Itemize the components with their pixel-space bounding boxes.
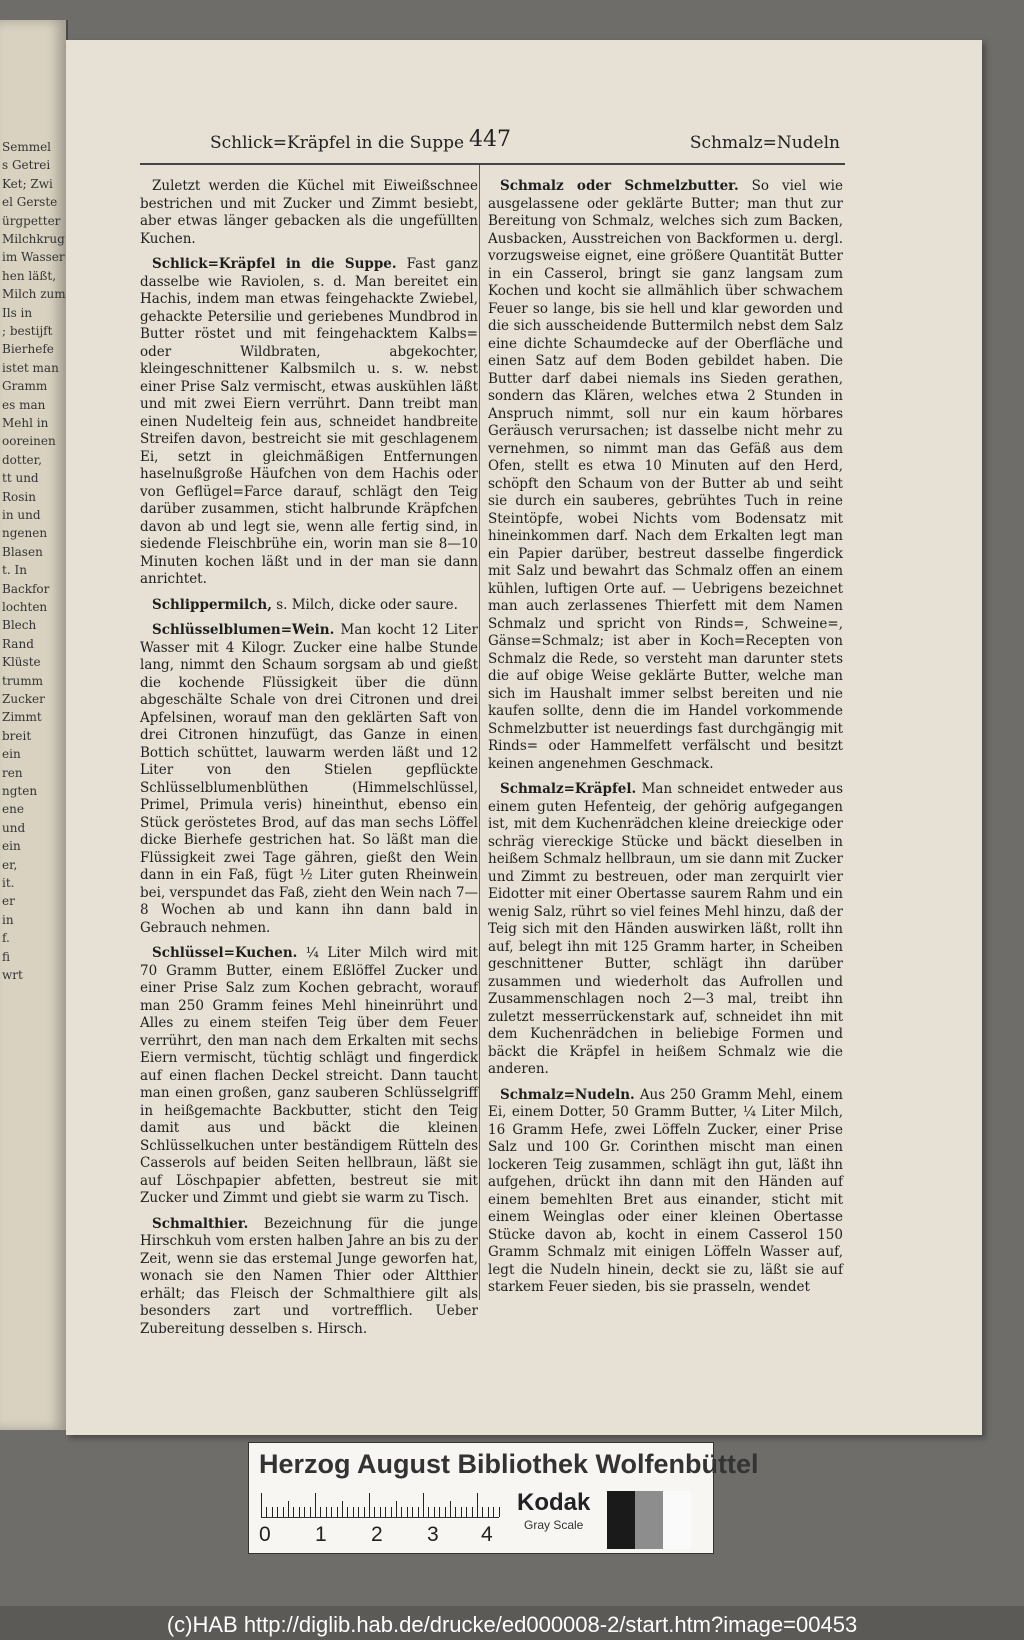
- ruler-tick: [423, 1493, 424, 1517]
- left-page-text-fragment: Zucker: [2, 692, 45, 706]
- entry-headword: Schlüsselblumen=Wein.: [152, 622, 335, 638]
- left-page-text-fragment: er,: [2, 857, 18, 872]
- library-name: Herzog August Bibliothek Wolfenbüttel: [259, 1449, 759, 1479]
- column-divider: [479, 165, 480, 1300]
- entry-headword: Schmalz oder Schmelzbutter.: [500, 178, 739, 194]
- page-number: 447: [469, 127, 511, 152]
- ruler-tick: [342, 1501, 343, 1517]
- entry-text: ¼ Liter Milch wird mit 70 Gramm Butter, einem Eßlöffel Zucker und einer Prise Salz zum Kochen gebracht, worauf man 250 Gramm feines Mehl hineinrührt und Alles zu einem steifen Teig über dem Feuer verrührt, den man nach dem Erkalten mit sechs Eiern vermischt, tüchtig schlägt und fingerdick auf einen flachen Deckel streicht. Dann taucht man einen großen, ganz sauberen Schlüsselgriff in heißgemachte Backbutter, sticht den Teig damit aus und bäckt die kleinen Schlüsselkuchen unter beständigem Rütteln des Casserols auf beiden Seiten hellbraun, läßt sie auf Löschpapier abfetten, bestreut sie mit Zucker und Zimmt und giebt sie warm zu Tisch.: [140, 945, 478, 1206]
- left-page-text-fragment: ein: [2, 839, 21, 854]
- ruler-number: 4: [481, 1523, 493, 1546]
- left-page-text-fragment: ein: [2, 747, 21, 762]
- page-header: [140, 125, 840, 159]
- ruler-tick: [358, 1507, 359, 1517]
- dictionary-entry: [140, 256, 478, 589]
- ruler-tick: [396, 1501, 397, 1517]
- ruler-tick: [407, 1507, 408, 1517]
- left-page-text-fragment: ürgpetter: [2, 213, 61, 228]
- left-column: [140, 178, 478, 1346]
- ruler-tick: [450, 1501, 451, 1517]
- ruler-tick: [385, 1507, 386, 1517]
- ruler-tick: [412, 1507, 413, 1517]
- ruler-tick: [326, 1507, 327, 1517]
- left-page-text-fragment: breit: [2, 728, 32, 743]
- left-page-text-fragment: Ket; Zwi: [2, 176, 53, 191]
- left-page-text-fragment: hen läßt,: [2, 268, 57, 283]
- left-page-text-fragment: in: [2, 912, 14, 927]
- left-page-text-fragment: er: [2, 894, 15, 909]
- footer-bar: [0, 1606, 1024, 1640]
- entry-text: Bezeichnung für die junge Hirschkuh vom ersten halben Jahre an bis zu der Zeit, wenn sie das erstemal Junge geworfen hat, wonach sie den Namen Thier oder Altthier erhält; das Fleisch der Schmalthiere gilt als besonders zart und vortrefflich. Ueber Zubereitung desselben s. Hirsch.: [140, 1215, 479, 1337]
- entry-headword: Schlippermilch,: [152, 596, 272, 613]
- left-page-text-fragment: und: [2, 820, 26, 835]
- entry-headword: Schlick=Kräpfel in die Suppe.: [152, 256, 397, 272]
- ruler-tick: [369, 1493, 370, 1517]
- ruler-number: 0: [259, 1523, 271, 1546]
- ruler-tick: [380, 1507, 381, 1517]
- ruler-tick: [461, 1507, 462, 1517]
- dictionary-entry: [140, 597, 478, 615]
- ruler-number: 1: [315, 1523, 327, 1546]
- dictionary-entry: [488, 781, 843, 1079]
- header-right-keyword: Schmalz=Nudeln: [689, 133, 840, 153]
- left-page-text-fragment: fi: [2, 949, 11, 964]
- ruler-tick: [418, 1507, 419, 1517]
- ruler-tick: [499, 1507, 500, 1517]
- left-page-text-fragment: ooreinen: [2, 434, 56, 449]
- left-page-text-fragment: Milch zum: [2, 287, 66, 302]
- left-page-text-fragment: Semmel: [2, 140, 52, 154]
- ruler-tick: [455, 1507, 456, 1517]
- ruler-tick: [466, 1507, 467, 1517]
- ruler-tick: [293, 1507, 294, 1517]
- left-page-text-fragment: it.: [2, 876, 15, 890]
- ruler-tick: [472, 1507, 473, 1517]
- ruler-tick: [434, 1507, 435, 1517]
- ruler-tick: [261, 1493, 262, 1517]
- left-page-text-fragment: ngten: [2, 784, 38, 798]
- ruler-tick: [272, 1507, 273, 1517]
- ruler-tick: [331, 1507, 332, 1517]
- left-page-text-fragment: istet man: [2, 360, 59, 375]
- left-page-text-fragment: im Wasser: [2, 250, 65, 265]
- left-page-text-fragment: Mehl in: [2, 416, 49, 430]
- ruler-tick: [288, 1501, 289, 1517]
- left-page-text-fragment: Milchkrug: [2, 232, 65, 246]
- left-page-text-fragment: el Gerste: [2, 195, 58, 210]
- entry-headword: Schmalz=Kräpfel.: [500, 781, 637, 797]
- left-page-text-fragment: s Getrei: [2, 158, 51, 173]
- ruler-tick: [266, 1507, 267, 1517]
- left-page-text-fragment: trumm: [2, 673, 44, 688]
- entry-headword: Schmalz=Nudeln.: [500, 1086, 635, 1103]
- scale-ruler: [261, 1491, 499, 1518]
- ruler-tick: [488, 1507, 489, 1517]
- gray-swatch: [635, 1491, 663, 1549]
- left-page-text-fragment: ren: [2, 765, 23, 780]
- entry-text: s. Milch, dicke oder saure.: [276, 596, 458, 613]
- left-page-text-fragment: Gramm: [2, 379, 48, 394]
- ruler-tick: [391, 1507, 392, 1517]
- entry-text: Zuletzt werden die Küchel mit Eiweißschnee bestrichen und mit Zucker und Zimmt besiebt, aber etwas länger gebacken als die ungefüllten Kuchen.: [140, 178, 478, 247]
- left-page-text-fragment: ene: [2, 802, 24, 817]
- left-page-text-fragment: Bierhefe: [2, 342, 54, 357]
- left-page-text-fragment: es man: [2, 397, 46, 412]
- ruler-tick: [315, 1493, 316, 1517]
- ruler-tick: [445, 1507, 446, 1517]
- header-rule: [140, 163, 845, 165]
- left-page-text-fragment: f.: [2, 931, 10, 946]
- entry-text: Man kocht 12 Liter Wasser mit 4 Kilogr. Zucker eine halbe Stunde lang, nimmt den Schaum sorgsam ab und gießt die kochende Flüssigkeit über die dünn abgeschälte Schale von drei Citronen und drei Apfelsinen, worauf man den geklärten Saft von drei Citronen hinzufügt, das Ganze in einen Bottich schüttet, lauwarm werden läßt und 12 Liter von den Stielen gepflückte Schlüsselblumenblüthen (Himmelschlüssel, Primel, Primula veris) hineinthut, ebenso ein Stück geröstetes Brod, auf das man sechs Löffel dicke Bierhefe gestrichen hat. So läßt man die Flüssigkeit zwei Tage gähren, gießt den Wein dann in ein Faß, fügt ½ Liter guten Rheinwein bei, verspundet das Faß, zieht den Wein nach 7—8 Wochen ab und kann ihn dann bald in Gebrauch nehmen.: [140, 622, 478, 936]
- left-page-text-fragment: lochten: [2, 600, 48, 614]
- left-page-text-fragment: Blasen: [2, 544, 43, 559]
- ruler-tick: [337, 1507, 338, 1517]
- ruler-tick: [320, 1507, 321, 1517]
- black-swatch: [607, 1491, 635, 1549]
- ruler-tick: [477, 1493, 478, 1517]
- left-page-text-fragment: Ils in: [2, 305, 33, 320]
- footer-credit: (c)HAB http://diglib.hab.de/drucke/ed000008-2/start.htm?image=00453: [166, 1612, 858, 1637]
- left-page-text-fragment: Klüste: [2, 655, 41, 670]
- left-page-text-fragment: dotter,: [2, 452, 42, 467]
- ruler-tick: [283, 1507, 284, 1517]
- left-page-text-fragment: tt und: [2, 471, 39, 486]
- dictionary-entry: [488, 1087, 843, 1297]
- entry-text: Aus 250 Gramm Mehl, einem Ei, einem Dotter, 50 Gramm Butter, ¼ Liter Milch, 16 Gramm Hefe, zwei Löffeln Zucker, einer Prise Salz und 100 Gr. Corinthen mischt man einen lockeren Teig zusammen, schlägt ihn gut, läßt ihn aufgehen, drückt ihn dann mit den Händen auf einem bemehlten Bret aus einander, sticht mit einem Weinglas oder einer kleinen Obertasse Stücke davon ab, kocht in einem Casserol 150 Gramm Schmalz mit einigen Löffeln Wasser auf, legt die Nudeln hinein, deckt sie zu, läßt sie auf starkem Feuer sieden, bis sie prasseln, wendet: [488, 1086, 843, 1295]
- ruler-tick: [353, 1507, 354, 1517]
- ruler-tick: [493, 1507, 494, 1517]
- left-page-text-fragment: t. In: [2, 563, 27, 578]
- header-left-keyword: Schlick=Kräpfel in die Suppe: [210, 133, 465, 153]
- ruler-number: 3: [427, 1523, 439, 1546]
- left-page-edge: [0, 20, 68, 1430]
- ruler-tick: [364, 1507, 365, 1517]
- entry-text: Fast ganz dasselbe wie Raviolen, s. d. Man bereitet ein Hachis, indem man etwas feingehackte Zwiebel, gehackte Petersilie und geriebenes Mundbrod in Butter röstet und mit feingehacktem Kalbs= oder Wildbraten, abgekochter, kleingeschnittener Kalbsmilch u. s. w. nebst einer Prise Salz vermischt, etwas auskühlen läßt und mit zwei Eiern verrührt. Dann treibt man einen Nudelteig fein aus, schneidet handbreite Streifen davon, bestreicht sie mit geschlagenem Ei, setzt in gleichmäßigen Entfernungen haselnußgroße Häufchen von dem Hachis oder von Geflügel=Farce darauf, schlägt den Teig darüber zusammen, sticht halbrunde Kräpfchen davon ab und legt sie, wenn alle fertig sind, in siedende Fleischbrühe ein, worin man sie 8—10 Minuten kochen läßt und in der man sie dann anrichtet.: [140, 256, 478, 587]
- dictionary-entry: [140, 622, 478, 937]
- left-page-text-fragment: in und: [2, 508, 41, 522]
- ruler-tick: [299, 1507, 300, 1517]
- ruler-tick: [374, 1507, 375, 1517]
- ruler-tick: [482, 1507, 483, 1517]
- right-column: [488, 178, 843, 1305]
- left-page-text-fragment: Rosin: [2, 489, 36, 504]
- left-page-text-fragment: Rand: [2, 636, 34, 651]
- left-page-text-fragment: Backfor: [2, 581, 50, 596]
- dictionary-entry: [140, 1216, 478, 1339]
- entry-headword: Schmalthier.: [152, 1215, 249, 1232]
- left-page-text-fragment: ; bestijft: [2, 324, 53, 338]
- left-page-text-fragment: Blech: [2, 618, 37, 633]
- ruler-tick: [277, 1507, 278, 1517]
- ruler-tick: [428, 1507, 429, 1517]
- white-swatch: [663, 1491, 691, 1549]
- dictionary-entry: [140, 945, 478, 1208]
- entry-text: So viel wie ausgelassene oder geklärte Butter; man thut zur Bereitung von Schmalz, welches sich zum Backen, Ausbacken, Ausstreichen von Backformen u. dergl. vorzugsweise eignet, eine größere Quantität Butter in ein Casserol, bringt sie ganz langsam zum Kochen und kocht sie allmählich über schwachem Feuer so lange, bis sie hell und klar geworden und die sich ausscheidende Buttermilch nebst dem Salz eine dichte Schaumdecke auf der Oberfläche und einen Satz auf dem Boden gebildet haben. Die Butter darf dabei niemals ins Sieden gerathen, sondern das Klären, welches etwa 2 Stunden in Anspruch nimmt, soll nur ein kaum hörbares Geräusch verursachen; ist dasselbe nicht mehr zu vernehmen, so nimmt man das Gefäß aus dem Ofen, stellt es etwa 10 Minuten auf den Herd, schöpft den Schaum von der Butter ab und seiht sie durch ein sauberes, gebrühtes Tuch in reine Steintöpfe, wobei Nichts vom Bodensatz mit hineinkommen darf. Nach dem Erkalten legt man ein Papier darüber, bestreut dasselbe fingerdick mit Salz und bewahrt das Schmalz offen an einem kühlen, luftigen Orte auf. — Uebrigens bezeichnet man auch zerlassenes Thierfett mit dem Namen Schmalz und spricht von Rinds=, Schweine=, Gänse=Schmalz; ist aber in Koch=Recepten von Schmalz die Rede, so versteht man darunter stets die auf obige Weise geklärte Butter, welche man sich im Haushalt immer selbst bereiten und nie kaufen sollte, denn die im Handel vorkommende Schmelzbutter ist neuerdings fast durchgängig mit Rinds= oder Hammelfett verfälscht und besitzt keinen angenehmen Geschmack.: [488, 178, 843, 772]
- ruler-tick: [304, 1507, 305, 1517]
- ruler-tick: [347, 1507, 348, 1517]
- entry-headword: Schlüssel=Kuchen.: [152, 945, 298, 961]
- left-page-text-fragment: wrt: [2, 968, 23, 982]
- left-page-text-fragment: ngenen: [2, 526, 48, 541]
- dictionary-entry: [140, 178, 478, 248]
- ruler-tick: [310, 1507, 311, 1517]
- kodak-logo: Kodak: [517, 1489, 591, 1516]
- ruler-number: 2: [371, 1523, 383, 1546]
- color-calibration-bar: [248, 1442, 759, 1554]
- entry-text: Man schneidet entweder aus einem guten Hefenteig, der gehörig aufgegangen ist, mit dem Kuchenrädchen kleine dreieckige oder schräg viereckige Stücke und bäckt dieselben in heißem Schmalz hellbraun, um sie dann mit Zucker und Zimmt zu bestreuen, oder man zerquirlt vier Eidotter mit einer Obertasse saurem Rahm und ein wenig Salz, rührt so viel feines Mehl hinzu, daß der Teig sich mit den Händen auswirken läßt, rollt ihn auf, belegt ihn mit 125 Gramm harter, in Scheiben geschnittener Butter, schlägt ihn darüber zusammen und wiederholt das Aufrollen und Zusammenschlagen noch 2—3 mal, treibt ihn zuletzt messerrückenstark auf, schneidet ihn mit dem Kuchenrädchen in beliebige Formen und bäckt die Kräpfel in heißem Schmalz wie die anderen.: [488, 781, 844, 1077]
- dictionary-entry: [488, 178, 843, 773]
- ruler-tick: [401, 1507, 402, 1517]
- gray-scale-label: Gray Scale: [524, 1518, 584, 1532]
- ruler-tick: [439, 1507, 440, 1517]
- left-page-text-fragment: Zimmt: [2, 710, 42, 725]
